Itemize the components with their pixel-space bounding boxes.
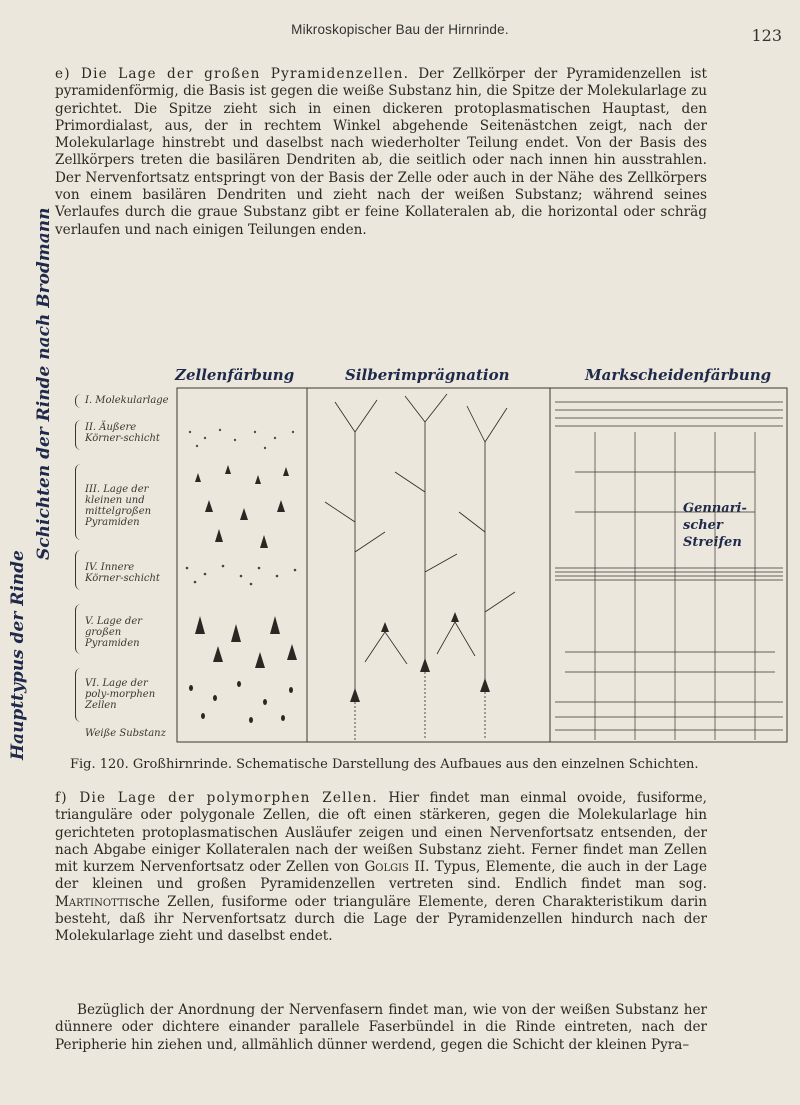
layer-label-5: V. Lage der großen Pyramiden xyxy=(85,616,143,649)
annotation-markscheidenfaerbung: Markscheidenfärbung xyxy=(585,366,772,384)
column-silver-stain xyxy=(325,394,515,740)
running-head: Mikroskopischer Bau der Hirnrinde. xyxy=(291,22,509,37)
layer-label-6: VI. Lage der poly-morphen Zellen xyxy=(85,678,156,711)
margin-annotation-2: Schichten der Rinde nach Brodmann xyxy=(34,207,54,560)
layer-label-3: III. Lage der kleinen und mittelgroßen Pyramiden xyxy=(85,484,152,528)
section-f-heading: f) Die Lage der polymorphen Zellen. xyxy=(55,790,378,806)
layer-label-1: I. Molekularlage xyxy=(85,395,169,406)
column-myelin-stain xyxy=(555,402,783,740)
layer-label-7: Weiße Substanz xyxy=(85,728,166,739)
layer-label-2: II. Äußere Körner-schicht xyxy=(85,422,160,444)
annotation-silberimpraegnation: Silberimprägnation xyxy=(345,366,510,384)
annotation-gennari: Gennari-scher Streifen xyxy=(683,501,747,550)
section-f-body-2: II. Typus, Elemente, die auch in der Lage der kleinen und großen Pyramidenzellen vertreten sind. Endlich findet man sog. xyxy=(55,859,707,893)
section-e-body: Der Zellkörper der Pyramidenzellen ist pyramidenförmig, die Basis ist gegen die weiße Substanz hin, die Spitze der Molekularlage zu gerichtet. Die Spitze zieht sich in einen dickeren protoplasmatischen Hauptast, den Primordialast, aus, der in rechtem Winkel abgehende Seitenästchen zeigt, nach der Molekularlage hinstrebt und daselbst nach wiederholter Teilung endet. Von der Basis des Zellkörpers treten die basilären Dendriten ab, die seitlich oder nach innen hin ausstrahlen. Der Nervenfortsatz entspringt von der Basis der Zelle oder auch in der Nähe des Zellkörpers von einem basilären Dendriten und zieht nach der weißen Substanz; während seines Verlaufes durch die graue Substanz gibt er feine Kollateralen ab, die horizontal oder schräg verlaufen und nach einigen Teilungen enden. xyxy=(55,66,707,238)
page-number: 123 xyxy=(751,26,782,45)
golgi-name: Golgis xyxy=(364,859,409,876)
martinotti-name: Martinotti xyxy=(55,893,129,910)
margin-annotation-1: Haupttypus der Rinde xyxy=(8,550,28,760)
section-e-paragraph xyxy=(55,66,707,239)
layer-label-4: IV. Innere Körner-schicht xyxy=(85,562,160,584)
section-f-body-1: Hier findet man einmal ovoide, fusiforme, trianguläre oder polygonale Zellen, die oft einen stärkeren, gegen die Molekularlage hin gerichteten protoplasmatischen Ausläufer zeigen und einen Nervenfortsatz entsenden, der nach Abgabe einiger Kollateralen nach der weißen Substanz zieht. Ferner findet man Zellen mit kurzem Nervenfortsatz oder Zellen von xyxy=(55,790,707,876)
cortex-illustration xyxy=(55,372,790,744)
section-e-heading: e) Die Lage der großen Pyramidenzellen. xyxy=(55,66,410,82)
figure-caption: Fig. 120. Großhirnrinde. Schematische Darstellung des Aufbaues aus den einzelnen Schichten. xyxy=(70,757,699,772)
section-f-paragraph xyxy=(55,790,707,946)
figure-cortex-layers xyxy=(55,366,790,744)
section-f-body-3: sche Zellen, fusiforme oder trianguläre Elemente, deren Charakteristikum darin besteht, daß ihr Nervenfortsatz durch die Lage der Pyramidenzellen hindurch nach der Molekularlage zieht und daselbst endet. xyxy=(55,893,707,945)
column-cell-stain xyxy=(186,429,297,723)
closing-paragraph: Bezüglich der Anordnung der Nervenfasern findet man, wie von der weißen Substanz her dünnere oder dichtere einander parallele Faserbündel in die Rinde eintreten, nach der Peripherie hin ziehen und, allmählich dünner werdend, gegen die Schicht der kleinen Pyra– xyxy=(55,1002,707,1053)
annotation-zellenfaerbung: Zellenfärbung xyxy=(175,366,295,384)
